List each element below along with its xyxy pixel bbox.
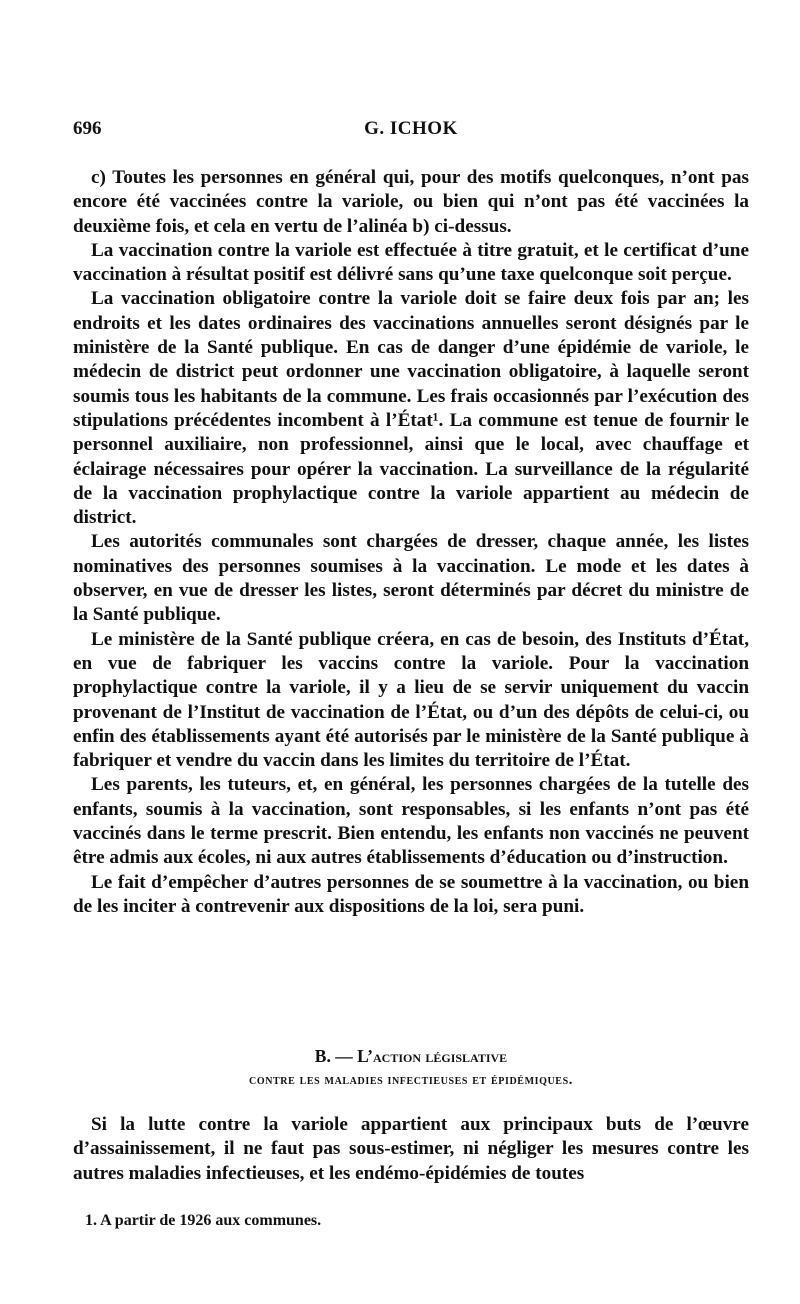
paragraph-5: Le ministère de la Santé publique créera, en cas de besoin, des Instituts d’État, en vue de fabriquer les vaccins contre la variole. Pour la vaccination prophylactique contre la variole, il y a lieu de se servir uniquement du vaccin provenant de l’Institut de vaccination de l’État, ou d’un des dépôts de celui-ci, ou enfin des établissements ayant été autorisés par le ministère de la Santé publique à fabriquer et vendre du vaccin dans les limites du territoire de l’État. xyxy=(73,628,749,772)
section-heading xyxy=(73,1044,749,1092)
paragraph-7: Le fait d’empêcher d’autres personnes de se soumettre à la vaccination, ou bien de les inciter à contrevenir aux dispositions de la loi, sera puni. xyxy=(73,871,749,917)
paragraph-2: La vaccination contre la variole est effectuée à titre gratuit, et le certificat d’une vaccination à résultat positif est délivré sans qu’une taxe quelconque soit perçue. xyxy=(73,239,749,286)
body-text-continued xyxy=(73,1113,749,1186)
paragraph-1: c) Toutes les personnes en général qui, pour des motifs quelconques, n’ont pas encore été vaccinées contre la variole, ou bien qui n’ont pas été vaccinées la deuxième fois, et cela en vertu de l’alinéa b) ci-dessus. xyxy=(73,167,749,237)
footnote: 1. A partir de 1926 aux communes. xyxy=(85,1212,322,1229)
section-subtitle: contre les maladies infectieuses et épidémiques. xyxy=(249,1072,573,1088)
section-title: B. — L’action législative xyxy=(314,1046,508,1066)
page-number: 696 xyxy=(73,118,102,139)
paragraph-6: Les parents, les tuteurs, et, en général, les personnes chargées de la tutelle des enfants, soumis à la vaccination, sont responsables, si les enfants n’ont pas été vaccinés dans le terme prescrit. Bien entendu, les enfants non vaccinés ne peuvent être admis aux écoles, ni aux autres établissements d’éducation ou d’instruction. xyxy=(73,774,749,869)
paragraph-8: Si la lutte contre la variole appartient aux principaux buts de l’œuvre d’assainissement, il ne faut pas sous-estimer, ni négliger les mesures contre les autres maladies infectieuses, et les endémo-épidémies de toutes xyxy=(73,1114,749,1184)
paragraph-3: La vaccination obligatoire contre la variole doit se faire deux fois par an; les endroits et les dates ordinaires des vaccinations annuelles seront désignés par le ministère de la Santé publique. En cas de danger d’une épidémie de variole, le médecin de district peut ordonner une vaccination obligatoire, à laquelle seront soumis tous les habitants de la commune. Les frais occasionnés par l’exécution des stipulations précédentes incombent à l’État¹. La commune est tenue de fournir le personnel auxiliaire, non professionnel, ainsi que le local, avec chauffage et éclairage nécessaires pour opérer la vaccination. La surveillance de la régularité de la vaccination prophylactique contre la variole appartient au médecin de district. xyxy=(73,288,749,529)
paragraph-4: Les autorités communales sont chargées de dresser, chaque année, les listes nominatives des personnes soumises à la vaccination. Le mode et les dates à observer, en vue de dresser les listes, seront déterminés par décret du ministre de la Santé publique. xyxy=(73,531,749,626)
running-title: G. ICHOK xyxy=(364,118,458,139)
page-header xyxy=(73,118,749,144)
body-text xyxy=(73,166,749,919)
